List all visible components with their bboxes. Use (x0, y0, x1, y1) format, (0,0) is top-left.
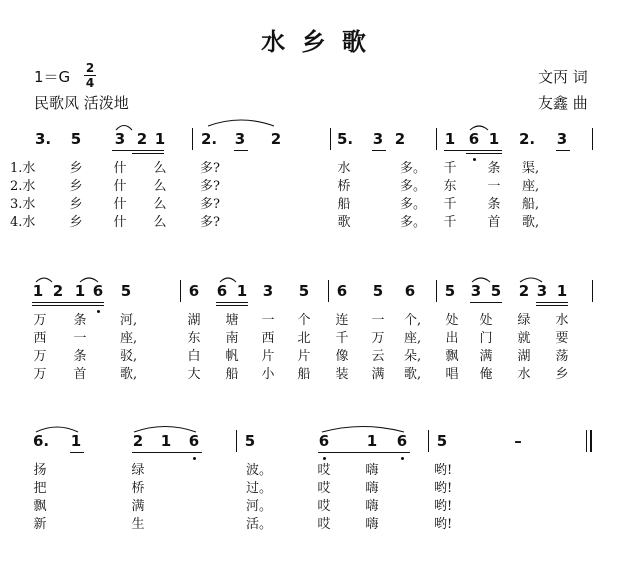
note: 6 (216, 282, 228, 300)
lyric: 多。 (400, 161, 427, 176)
lyric: 多? (200, 215, 220, 230)
lyric: 小 (261, 367, 275, 382)
lyric: 南 (225, 331, 239, 346)
low-octave-dot (401, 457, 404, 460)
lyric: 1.水 (10, 161, 36, 176)
lyric: 3.水 (10, 197, 36, 212)
lyric: 满 (131, 499, 145, 514)
lyric: 门 (479, 331, 493, 346)
eighth-beam (112, 150, 164, 151)
lyric: 千 (443, 215, 457, 230)
note: 3 (372, 130, 384, 148)
note: 2 (394, 130, 406, 148)
barline (436, 128, 437, 150)
lyric: 么 (153, 179, 167, 194)
lyric: 哎 (317, 463, 331, 478)
sixteenth-beam (536, 305, 568, 306)
note: 6 (92, 282, 104, 300)
sixteenth-beam (32, 305, 104, 306)
slur (322, 427, 404, 433)
lyric: 一 (261, 313, 275, 328)
time-signature-top: 2 (85, 61, 95, 75)
note: 1 (366, 432, 378, 450)
lyric: 首 (487, 215, 501, 230)
eighth-beam (556, 150, 570, 151)
lyric: 白 (187, 349, 201, 364)
lyric: 多? (200, 179, 220, 194)
lyric: 歌, (120, 367, 138, 382)
lyric: 船 (225, 367, 239, 382)
lyric: 多? (200, 197, 220, 212)
barline (436, 280, 437, 302)
lyric: 座, (120, 331, 138, 346)
lyric: 多。 (400, 179, 427, 194)
lyric: 座, (522, 179, 540, 194)
eighth-beam (32, 302, 104, 303)
note: 3 (262, 282, 274, 300)
composer-credit: 友鑫 曲 (538, 94, 588, 112)
lyric: 嗨 (365, 499, 379, 514)
lyric: 绿 (517, 313, 531, 328)
barline (428, 430, 429, 452)
note: 3. (35, 130, 52, 148)
sixteenth-beam (216, 305, 248, 306)
lyric: 片 (297, 349, 311, 364)
lyric: 片 (261, 349, 275, 364)
note: 2. (201, 130, 218, 148)
note: 1 (74, 282, 86, 300)
note: 5 (120, 282, 132, 300)
note: 6 (318, 432, 330, 450)
lyric: 湖 (187, 313, 201, 328)
lyric: 荡 (555, 349, 569, 364)
lyric: 过。 (246, 481, 273, 496)
lyric: 绿 (131, 463, 145, 478)
lyric: 条 (487, 197, 501, 212)
lyric: 塘 (225, 313, 239, 328)
lyric: 么 (153, 197, 167, 212)
lyric: 北 (297, 331, 311, 346)
barline (236, 430, 237, 452)
eighth-beam (234, 150, 248, 151)
lyric: 个 (297, 313, 311, 328)
lyric: 把 (33, 481, 47, 496)
lyric: 处 (479, 313, 493, 328)
note: 5 (490, 282, 502, 300)
slur (208, 120, 274, 126)
lyric: 乡 (69, 161, 83, 176)
note: 6 (188, 432, 200, 450)
low-octave-dot (473, 158, 476, 161)
lyric: 装 (335, 367, 349, 382)
lyric: 帆 (225, 349, 239, 364)
note: 5. (337, 130, 354, 148)
lyric: 条 (487, 161, 501, 176)
lyric: 就 (517, 331, 531, 346)
eighth-beam (318, 452, 410, 453)
lyric: 连 (335, 313, 349, 328)
lyric: 么 (153, 215, 167, 230)
note: 1 (70, 432, 82, 450)
sixteenth-beam (132, 153, 164, 154)
low-octave-dot (323, 457, 326, 460)
note: 1 (236, 282, 248, 300)
note: 3 (556, 130, 568, 148)
final-barline-thick (590, 430, 592, 452)
lyric: 乡 (69, 197, 83, 212)
lyric: 座, (404, 331, 422, 346)
note: 1 (488, 130, 500, 148)
lyric: 个, (404, 313, 422, 328)
lyric: 船, (522, 197, 540, 212)
lyric: 驳, (120, 349, 138, 364)
low-octave-dot (97, 310, 100, 313)
style-marking: 民歌风 活泼地 (34, 94, 129, 112)
lyric: 歌 (337, 215, 351, 230)
lyric: 万 (33, 349, 47, 364)
lyric: 一 (487, 179, 501, 194)
eighth-beam (372, 150, 386, 151)
lyric: 千 (335, 331, 349, 346)
eighth-beam (132, 452, 202, 453)
lyric: 桥 (131, 481, 145, 496)
lyric: 什 (113, 179, 127, 194)
lyric: 多? (200, 161, 220, 176)
note: 2 (518, 282, 530, 300)
note: 1 (556, 282, 568, 300)
lyric: 满 (371, 367, 385, 382)
lyric: 飘 (33, 499, 47, 514)
lyric: 哟! (434, 517, 453, 532)
lyricist-credit: 文丙 词 (538, 68, 588, 86)
note: 1 (160, 432, 172, 450)
note: 5 (298, 282, 310, 300)
lyric: 东 (443, 179, 457, 194)
lyric: 什 (113, 197, 127, 212)
lyric: 歌, (404, 367, 422, 382)
note: 5 (372, 282, 384, 300)
note: 6 (468, 130, 480, 148)
lyric: 生 (131, 517, 145, 532)
barline (328, 280, 329, 302)
note: 3 (536, 282, 548, 300)
lyric: 2.水 (10, 179, 36, 194)
lyric: 水 (337, 161, 351, 176)
lyric: 新 (33, 517, 47, 532)
note: 3 (470, 282, 482, 300)
lyric: 条 (73, 349, 87, 364)
note: – (514, 432, 522, 450)
lyric: 乡 (555, 367, 569, 382)
note: 2 (52, 282, 64, 300)
lyric: 出 (445, 331, 459, 346)
lyric: 首 (73, 367, 87, 382)
lyric: 唱 (445, 367, 459, 382)
lyric: 一 (371, 313, 385, 328)
lyric: 云 (371, 349, 385, 364)
lyric: 扬 (33, 463, 47, 478)
lyric: 像 (335, 349, 349, 364)
note: 6 (404, 282, 416, 300)
lyric: 千 (443, 161, 457, 176)
lyric: 歌, (522, 215, 540, 230)
note: 3 (234, 130, 246, 148)
lyric: 万 (33, 367, 47, 382)
lyric: 哎 (317, 517, 331, 532)
note: 2 (136, 130, 148, 148)
note: 6 (336, 282, 348, 300)
note: 1 (444, 130, 456, 148)
note: 3 (114, 130, 126, 148)
key-signature: 1＝G (34, 68, 71, 86)
lyric: 条 (73, 313, 87, 328)
lyric: 俺 (479, 367, 493, 382)
low-octave-dot (193, 457, 196, 460)
lyric: 千 (443, 197, 457, 212)
note: 5 (70, 130, 82, 148)
note: 5 (436, 432, 448, 450)
note: 2 (270, 130, 282, 148)
lyric: 西 (261, 331, 275, 346)
note: 6 (188, 282, 200, 300)
lyric: 要 (555, 331, 569, 346)
note: 5 (244, 432, 256, 450)
lyric: 大 (187, 367, 201, 382)
lyric: 哟! (434, 463, 453, 478)
lyric: 水 (555, 313, 569, 328)
lyric: 河, (120, 313, 138, 328)
lyric: 嗨 (365, 517, 379, 532)
lyric: 嗨 (365, 481, 379, 496)
song-title: 水 乡 歌 (261, 28, 370, 56)
lyric: 船 (337, 197, 351, 212)
note: 2 (132, 432, 144, 450)
note: 2. (519, 130, 536, 148)
lyric: 什 (113, 215, 127, 230)
lyric: 河。 (246, 499, 273, 514)
lyric: 渠, (522, 161, 540, 176)
eighth-beam (470, 302, 502, 303)
lyric: 哟! (434, 499, 453, 514)
lyric: 东 (187, 331, 201, 346)
eighth-beam (536, 302, 568, 303)
lyric: 万 (33, 313, 47, 328)
lyric: 满 (479, 349, 493, 364)
eighth-beam (70, 452, 84, 453)
note: 1 (154, 130, 166, 148)
lyric: 么 (153, 161, 167, 176)
sixteenth-beam (466, 153, 502, 154)
lyric: 多。 (400, 197, 427, 212)
final-barline-thin (586, 430, 587, 452)
barline (180, 280, 181, 302)
lyric: 哟! (434, 481, 453, 496)
note: 6. (33, 432, 50, 450)
eighth-beam (444, 150, 502, 151)
lyric: 处 (445, 313, 459, 328)
note: 5 (444, 282, 456, 300)
lyric: 西 (33, 331, 47, 346)
lyric: 波。 (246, 463, 273, 478)
lyric: 桥 (337, 179, 351, 194)
lyric: 一 (73, 331, 87, 346)
lyric: 多。 (400, 215, 427, 230)
barline (592, 128, 593, 150)
lyric: 湖 (517, 349, 531, 364)
lyric: 飘 (445, 349, 459, 364)
eighth-beam (216, 302, 248, 303)
lyric: 乡 (69, 179, 83, 194)
lyric: 乡 (69, 215, 83, 230)
note: 6 (396, 432, 408, 450)
lyric: 4.水 (10, 215, 36, 230)
time-signature-bottom: 4 (85, 76, 95, 90)
lyric: 哎 (317, 499, 331, 514)
barline (192, 128, 193, 150)
lyric: 嗨 (365, 463, 379, 478)
lyric: 船 (297, 367, 311, 382)
lyric: 什 (113, 161, 127, 176)
lyric: 哎 (317, 481, 331, 496)
barline (330, 128, 331, 150)
barline (592, 280, 593, 302)
lyric: 万 (371, 331, 385, 346)
lyric: 朵, (404, 349, 422, 364)
lyric: 水 (517, 367, 531, 382)
lyric: 活。 (246, 517, 273, 532)
note: 1 (32, 282, 44, 300)
